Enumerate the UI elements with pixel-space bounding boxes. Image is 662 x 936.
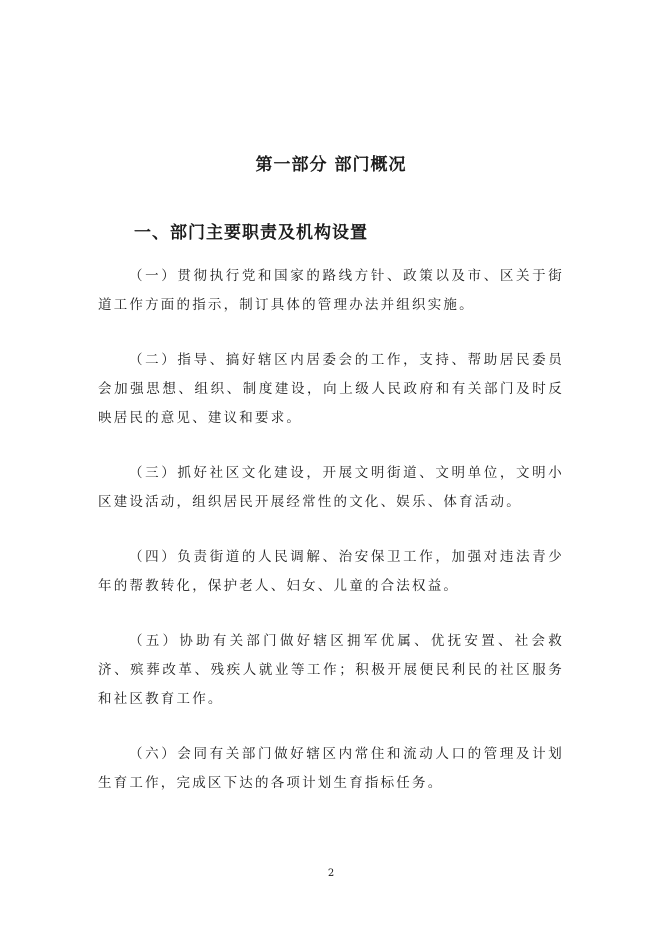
page-number: 2 <box>327 868 335 879</box>
paragraph-duty-5: （五）协助有关部门做好辖区拥军优属、优抚安置、社会救济、殡葬改革、残疾人就业等工作；积极开展便民利民的社区服务和社区教育工作。 <box>98 633 564 707</box>
paragraph-duty-2: （二）指导、搞好辖区内居委会的工作，支持、帮助居民委员会加强思想、组织、制度建设，向上级人民政府和有关部门及时反映居民的意见、建议和要求。 <box>98 352 564 426</box>
paragraph-duty-6: （六）会同有关部门做好辖区内常住和流动人口的管理及计划生育工作，完成区下达的各项计划生育指标任务。 <box>98 746 564 791</box>
paragraph-duty-3: （三）抓好社区文化建设，开展文明街道、文明单位，文明小区建设活动，组织居民开展经常性的文化、娱乐、体育活动。 <box>98 465 564 510</box>
document-body <box>98 262 564 824</box>
paragraph-duty-4: （四）负责街道的人民调解、治安保卫工作，加强对违法青少年的帮教转化，保护老人、妇女、儿童的合法权益。 <box>98 549 564 594</box>
part-title: 第一部分 部门概况 <box>255 155 407 175</box>
paragraph-duty-1: （一）贯彻执行党和国家的路线方针、政策以及市、区关于街道工作方面的指示，制订具体的管理办法并组织实施。 <box>98 268 564 313</box>
section-heading: 一、部门主要职责及机构设置 <box>134 223 368 243</box>
